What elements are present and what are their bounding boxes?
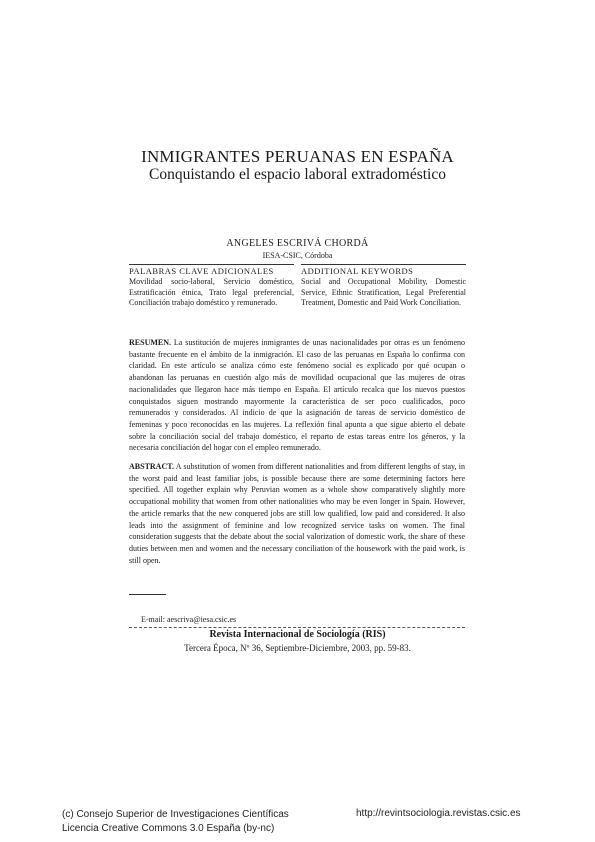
author-affiliation: IESA-CSIC, Córdoba — [262, 251, 333, 260]
resumen-paragraph — [129, 337, 465, 454]
keywords-es-block — [129, 266, 294, 309]
journal-issue: Tercera Época, Nº 36, Septiembre-Diciembre, 2003, pp. 59-83. — [184, 643, 411, 653]
license-footer — [62, 808, 289, 836]
resumen-label: RESUMEN. — [129, 338, 172, 347]
keywords-en-block — [301, 266, 466, 309]
keywords-es-rule — [129, 264, 294, 265]
abstract-label: ABSTRACT. — [129, 462, 174, 471]
resumen-text: La sustitución de mujeres inmigrantes de unas nacionalidades por otras es un fenómeno bastante frecuente en el ámbito de la inmigración. El caso de las peruanas en España lo confirma con claridad. En este artículo se analiza cómo este fenómeno social es explicado por qué ocupan o abandonan las peruanas en cuestión algo más de movilidad ocupacional que las mujeres de otras nacionalidades que llegaron hace más tiempo en España. El artículo recalca que los nuevos puestos conquistados siguen mostrando mayormente la característica de ser poco cualificados, poco remunerados y considerados. Al indicio de que la asignación de tareas de servicio doméstico de femeninas y poco reconocidas en las mujeres. La reflexión final apunta a que sigue abierto el debate sobre la conciliación social del trabajo doméstico, el reparto de estas tareas entre los géneros, y la necesaria conciliación del hogar con el empleo remunerado. — [129, 338, 465, 453]
abstract-text: A substitution of women from different nationalities and from different lengths of stay, in the worst paid and least familiar jobs, is possible because there are some determining factors here specified. All together explain why Peruvian women as a whole show comparatively slightly more occupational mobility that women from other nationalities who may be even longer in Spain. However, the article remarks that the new conquered jobs are still low qualified, low paid and considered. It also leads into the assignment of feminine and low recognized service tasks on women. The final consideration suggests that the debate about the social valorization of domestic work, the share of these duties between men and women and the necessary conciliation of the housework with the paid work, is still open. — [129, 462, 465, 565]
journal-url-link[interactable]: http://revintsociologia.revistas.csic.es — [356, 808, 521, 819]
article-subtitle: Conquistando el espacio laboral extradoméstico — [149, 166, 446, 183]
license-line: Licencia Creative Commons 3.0 España (by-nc) — [62, 823, 275, 834]
keywords-en-rule — [301, 264, 466, 265]
keywords-en-heading: ADDITIONAL KEYWORDS — [301, 266, 414, 276]
journal-name: Revista Internacional de Sociología (RIS) — [209, 629, 386, 640]
article-title: INMIGRANTES PERUANAS EN ESPAÑA — [141, 147, 454, 166]
author-name: ANGELES ESCRIVÁ CHORDÁ — [226, 238, 369, 249]
keywords-en-text: Social and Occupational Mobility, Domestic Service, Ethnic Stratification, Legal Preferential Treatment, Domestic and Paid Work Conciliation. — [301, 277, 466, 308]
journal-separator — [129, 627, 465, 628]
author-email: E-mail: aescriva@iesa.csic.es — [141, 615, 237, 624]
footnote-rule — [129, 594, 166, 595]
keywords-es-text: Movilidad socio-laboral, Servicio doméstico, Estratificación étnica, Trato legal preferencial, Conciliación trabajo doméstico y remunerado. — [129, 277, 294, 308]
copyright-line: (c) Consejo Superior de Investigaciones Científicas — [62, 809, 289, 820]
abstract-paragraph — [129, 461, 465, 566]
keywords-es-heading: PALABRAS CLAVE ADICIONALES — [129, 266, 274, 276]
